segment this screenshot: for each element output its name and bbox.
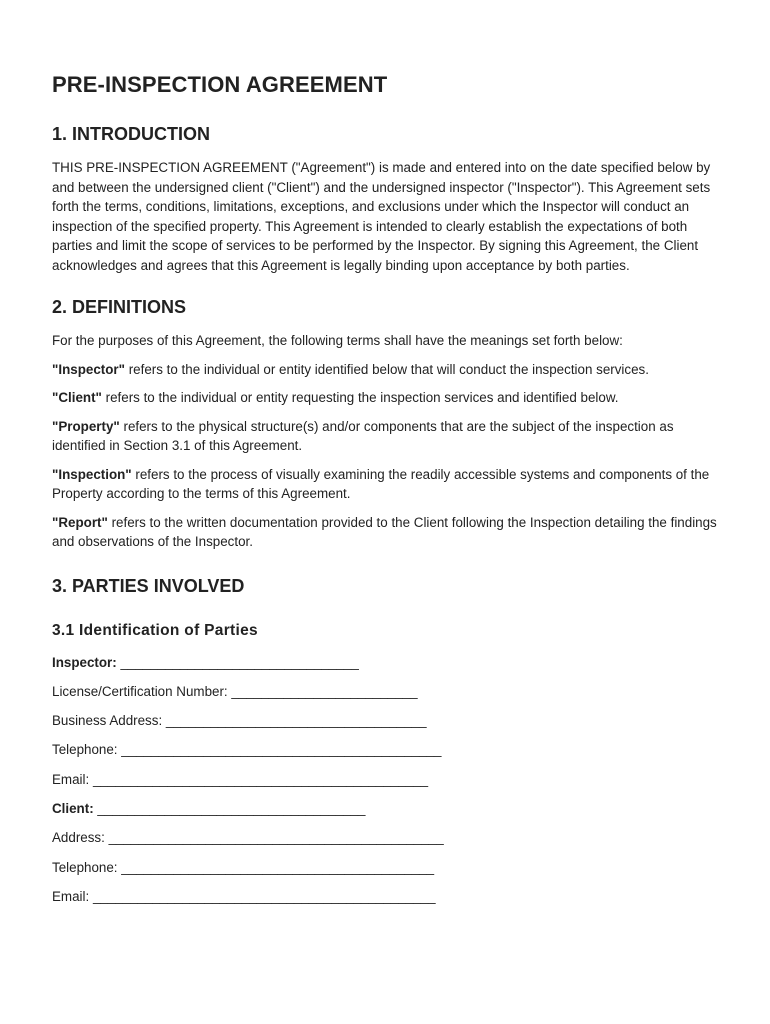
subsection-heading-identification: 3.1 Identification of Parties xyxy=(52,621,258,639)
inspector-telephone-field[interactable] xyxy=(52,740,718,769)
definition-text: refers to the process of visually examining the readily accessible systems and components of the Property according to the terms of this Agreement. xyxy=(52,466,710,501)
section-heading-introduction: 1. INTRODUCTION xyxy=(52,124,211,144)
field-label: Address: xyxy=(52,830,105,846)
document-title: PRE-INSPECTION AGREEMENT xyxy=(52,72,388,97)
field-blank[interactable]: _____________________________________________ xyxy=(92,771,429,787)
section-heading-definitions: 2. DEFINITIONS xyxy=(52,297,187,317)
field-label: Telephone: xyxy=(52,859,118,875)
party-fields xyxy=(52,653,718,917)
definitions-lead: For the purposes of this Agreement, the following terms shall have the meanings set forth below: xyxy=(52,333,623,348)
field-blank[interactable]: _____________________________________________ xyxy=(108,830,444,846)
field-label: Email: xyxy=(52,888,90,904)
introduction-paragraph: THIS PRE-INSPECTION AGREEMENT ("Agreement") is made and entered into on the date specified below by and between the undersigned client ("Client") and the undersigned inspector ("Inspector"). This Agreement sets forth the terms, conditions, limitations, exceptions, and exclusions under which the Inspector will conduct an inspection of the specified property. This Agreement is intended to clearly establish the expectations of both parties and limit the scope of services to be performed by the Inspector. By signing this Agreement, the Client acknowledges and agrees that this Agreement is legally binding upon acceptance by both parties. xyxy=(52,160,711,273)
definition-report xyxy=(52,513,718,552)
inspector-email-field[interactable] xyxy=(52,770,718,799)
definition-term: "Inspector" xyxy=(52,361,125,377)
inspector-name-field[interactable] xyxy=(52,653,718,682)
field-blank[interactable]: ___________________________________ xyxy=(165,713,427,729)
definition-text: refers to the written documentation provided to the Client following the Inspection detailing the findings and observations of the Inspector. xyxy=(52,514,717,549)
client-name-field[interactable] xyxy=(52,799,718,828)
definition-inspection xyxy=(52,465,718,504)
client-email-field[interactable] xyxy=(52,887,718,916)
definition-text: refers to the individual or entity identified below that will conduct the inspection services. xyxy=(124,361,649,377)
definition-term: "Client" xyxy=(52,390,102,405)
definition-text: refers to the physical structure(s) and/or components that are the subject of the inspection as identified in Section 3.1 of this Agreement. xyxy=(52,418,674,453)
definition-term: "Report" xyxy=(52,514,108,530)
field-label: Telephone: xyxy=(52,742,118,758)
field-label: Client: xyxy=(52,800,94,816)
definition-inspector xyxy=(52,360,718,380)
business-address-field[interactable] xyxy=(52,711,718,740)
definition-property xyxy=(52,417,718,456)
definition-client xyxy=(52,388,718,408)
field-blank[interactable]: ________________________________ xyxy=(120,654,359,670)
field-blank[interactable]: ___________________________________________ xyxy=(121,742,442,758)
field-blank[interactable]: ____________________________________ xyxy=(97,800,366,816)
license-number-field[interactable] xyxy=(52,682,718,711)
field-blank[interactable]: __________________________________________ xyxy=(121,859,435,875)
field-label: Business Address: xyxy=(52,713,163,729)
client-telephone-field[interactable] xyxy=(52,858,718,887)
field-label: Email: xyxy=(52,771,90,787)
field-label: Inspector: xyxy=(52,654,117,670)
field-blank[interactable]: ______________________________________________ xyxy=(92,888,436,904)
field-label: License/Certification Number: xyxy=(52,683,228,699)
definition-text: refers to the individual or entity requesting the inspection services and identified below. xyxy=(101,390,619,405)
field-blank[interactable]: _________________________ xyxy=(231,683,418,699)
definition-term: "Inspection" xyxy=(52,466,132,482)
definition-term: "Property" xyxy=(52,418,120,434)
section-heading-parties: 3. PARTIES INVOLVED xyxy=(52,575,245,596)
client-address-field[interactable] xyxy=(52,828,718,857)
